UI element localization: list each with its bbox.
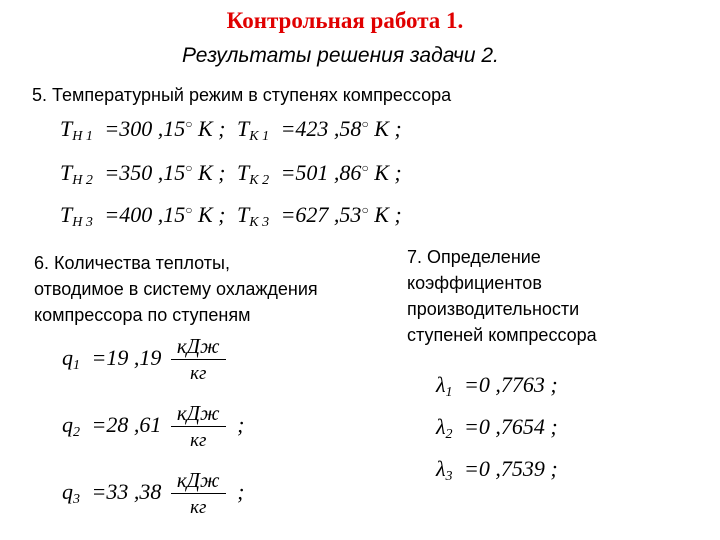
unit: K ; bbox=[374, 202, 402, 227]
section6-heading bbox=[34, 250, 318, 328]
subscript: K 2 bbox=[249, 173, 270, 188]
degree-icon: ○ bbox=[185, 203, 193, 217]
subscript: H 1 bbox=[72, 129, 93, 144]
degree-icon: ○ bbox=[361, 117, 369, 131]
subscript: 1 bbox=[73, 358, 80, 374]
unit: K ; bbox=[197, 160, 226, 185]
degree-icon: ○ bbox=[361, 203, 369, 217]
symbol-lambda: λ bbox=[436, 456, 446, 481]
fraction-denominator: кг bbox=[190, 497, 207, 518]
unit: K ; bbox=[374, 116, 402, 141]
section7-heading bbox=[407, 244, 597, 348]
terminator: ; bbox=[237, 479, 245, 505]
heading-line: 6. Количества теплоты, bbox=[34, 253, 230, 273]
heat-row-3 bbox=[62, 468, 244, 520]
value: =400 ,15 bbox=[104, 202, 186, 227]
fraction-numerator: кДж bbox=[171, 401, 226, 427]
fraction-denominator: кг bbox=[190, 430, 207, 451]
symbol-t: T bbox=[60, 116, 73, 141]
subscript: K 1 bbox=[249, 129, 270, 144]
value: =300 ,15 bbox=[104, 116, 186, 141]
lambda-row-3 bbox=[436, 456, 558, 485]
value: =627 ,53 bbox=[280, 202, 362, 227]
symbol-q: q bbox=[62, 345, 73, 371]
heading-line: отводимое в систему охлаждения bbox=[34, 279, 318, 299]
subscript: H 2 bbox=[72, 173, 93, 188]
terminator: ; bbox=[237, 412, 245, 438]
page-subtitle: Результаты решения задачи 2. bbox=[182, 44, 499, 67]
symbol-lambda: λ bbox=[436, 372, 446, 397]
value: =19 ,19 bbox=[91, 345, 162, 371]
symbol-lambda: λ bbox=[436, 414, 446, 439]
value: =28 ,61 bbox=[91, 412, 162, 438]
fraction-denominator: кг bbox=[190, 363, 207, 384]
unit-fraction bbox=[171, 468, 226, 520]
subscript: K 3 bbox=[249, 215, 270, 230]
value: =0 ,7654 ; bbox=[464, 414, 558, 439]
section5-heading: 5. Температурный режим в ступенях компрессора bbox=[32, 85, 452, 105]
degree-icon: ○ bbox=[185, 117, 193, 131]
symbol-t: T bbox=[60, 202, 73, 227]
value: =0 ,7763 ; bbox=[464, 372, 558, 397]
value: =0 ,7539 ; bbox=[464, 456, 558, 481]
temp-row-3 bbox=[60, 202, 402, 231]
symbol-t: T bbox=[236, 116, 250, 141]
symbol-t: T bbox=[236, 160, 250, 185]
value: =350 ,15 bbox=[104, 160, 186, 185]
subscript: 3 bbox=[445, 469, 453, 484]
subscript: 1 bbox=[445, 385, 453, 400]
symbol-t: T bbox=[236, 202, 250, 227]
heading-line: компрессора по ступеням bbox=[34, 305, 251, 325]
subscript: 2 bbox=[445, 427, 453, 442]
heading-line: коэффициентов bbox=[407, 273, 542, 293]
symbol-t: T bbox=[60, 160, 73, 185]
title-text: Контрольная работа 1. bbox=[226, 8, 464, 33]
subscript: 2 bbox=[73, 425, 80, 441]
temp-row-1 bbox=[60, 116, 402, 145]
temp-row-2 bbox=[60, 160, 402, 189]
unit-fraction bbox=[171, 334, 226, 386]
symbol-q: q bbox=[62, 412, 73, 438]
symbol-q: q bbox=[62, 479, 73, 505]
fraction-numerator: кДж bbox=[171, 334, 226, 360]
degree-icon: ○ bbox=[361, 161, 369, 175]
fraction-numerator: кДж bbox=[171, 468, 226, 494]
value: =501 ,86 bbox=[280, 160, 362, 185]
heat-row-2 bbox=[62, 401, 244, 453]
unit: K ; bbox=[197, 202, 226, 227]
unit: K ; bbox=[374, 160, 402, 185]
subscript: H 3 bbox=[72, 215, 93, 230]
heat-row-1 bbox=[62, 334, 226, 386]
heading-line: 7. Определение bbox=[407, 247, 541, 267]
heading-line: производительности bbox=[407, 299, 580, 319]
value: =423 ,58 bbox=[280, 116, 362, 141]
value: =33 ,38 bbox=[91, 479, 162, 505]
unit-fraction bbox=[171, 401, 226, 453]
lambda-row-2 bbox=[436, 414, 558, 443]
page-title bbox=[0, 8, 720, 34]
heading-line: ступеней компрессора bbox=[407, 325, 597, 345]
unit: K ; bbox=[197, 116, 226, 141]
degree-icon: ○ bbox=[185, 161, 193, 175]
lambda-row-1 bbox=[436, 372, 558, 401]
subscript: 3 bbox=[73, 492, 80, 508]
